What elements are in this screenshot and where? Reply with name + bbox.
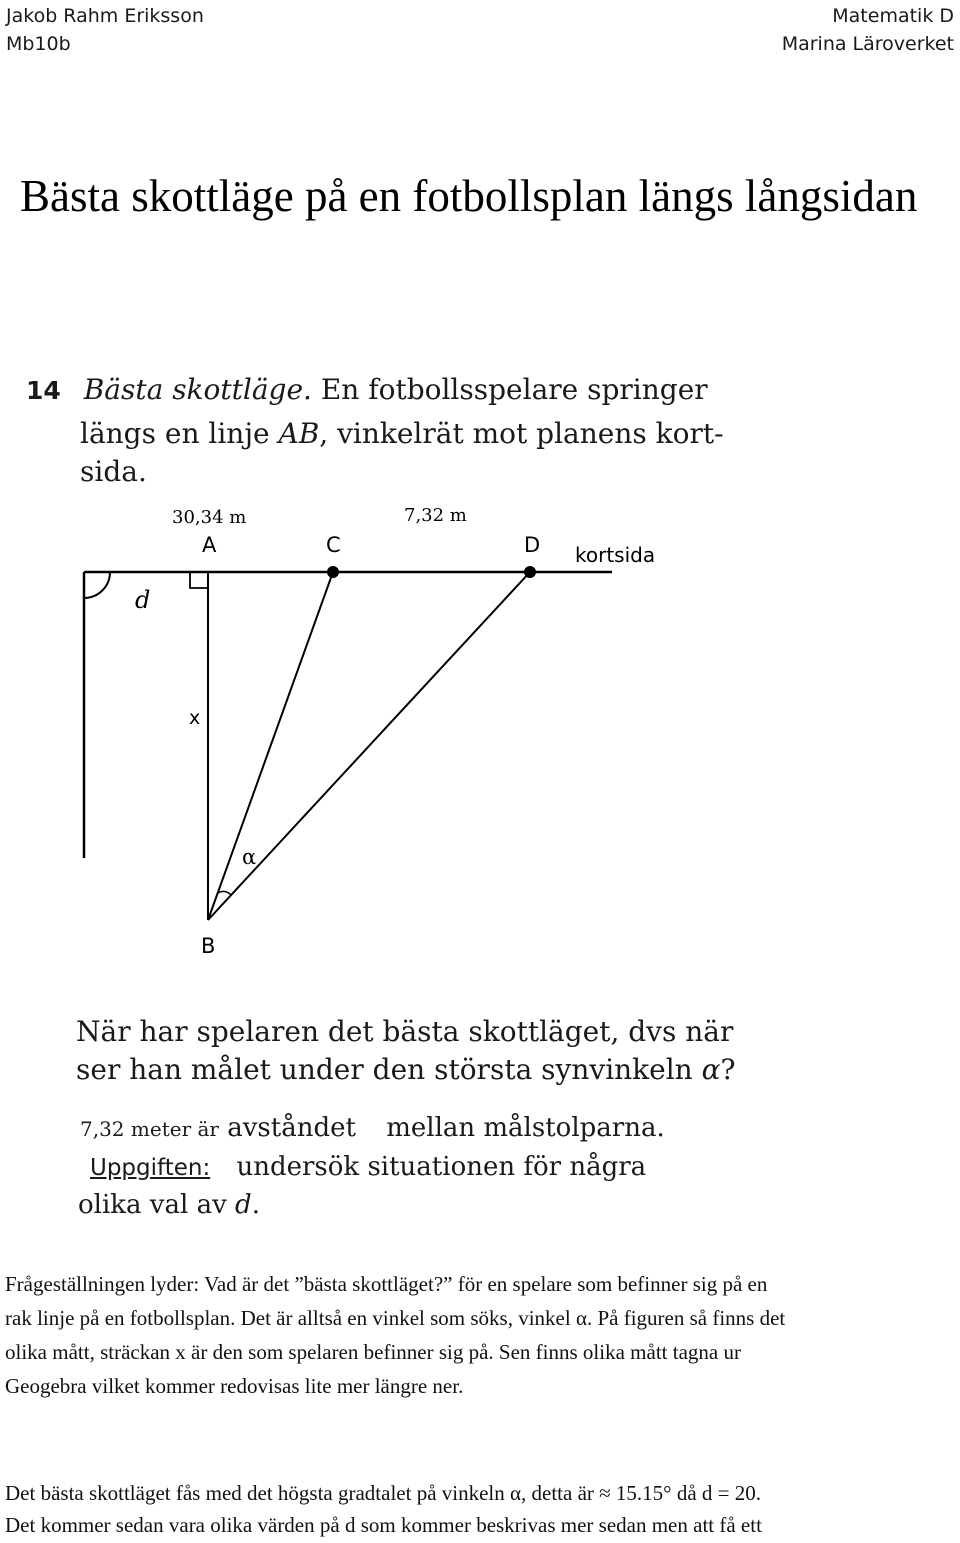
problem-intro-line1 bbox=[26, 370, 708, 411]
label-alpha: α bbox=[242, 845, 257, 869]
intro-line2-part-a: längs en linje bbox=[80, 417, 279, 450]
label-kortsida: kortsida bbox=[575, 543, 656, 567]
intro-line2-ab: AB bbox=[278, 417, 320, 450]
paragraph-1-line2: rak linje på en fotbollsplan. Det är alltså en vinkel som söks, vinkel α. På figuren så finns det bbox=[5, 1306, 786, 1330]
question-line2 bbox=[76, 1050, 736, 1090]
label-d: D bbox=[524, 533, 541, 557]
header-left bbox=[6, 2, 204, 58]
dist-ac-label: 30,34 m bbox=[172, 507, 247, 528]
class-name: Mb10b bbox=[6, 33, 71, 55]
goalpost-c bbox=[327, 566, 339, 578]
school-name: Marina Läroverket bbox=[781, 33, 954, 55]
label-d-variable: d bbox=[135, 586, 151, 614]
problem-heading: Bästa skottläge. bbox=[83, 373, 312, 406]
paragraph-1-line4: Geogebra vilket kommer redovisas lite mer längre ner. bbox=[5, 1374, 464, 1398]
problem-intro-line2 bbox=[80, 414, 724, 454]
right-angle-marker bbox=[190, 572, 208, 588]
line-bc bbox=[208, 572, 333, 920]
question-mark: ? bbox=[720, 1053, 736, 1086]
paragraph-1-line1: Frågeställningen lyder: Vad är det ”bästa skottläget?” för en spelare som befinner sig på en bbox=[5, 1272, 768, 1296]
label-x: x bbox=[189, 707, 201, 729]
note-line2 bbox=[90, 1147, 646, 1188]
problem-number: 14 bbox=[26, 376, 61, 405]
task-label: Uppgiften: bbox=[90, 1155, 211, 1181]
question-line2-text: ser han målet under den största synvinkeln bbox=[76, 1053, 702, 1086]
author-name: Jakob Rahm Eriksson bbox=[6, 5, 204, 27]
label-a: A bbox=[202, 533, 217, 557]
problem-intro-line3: sida. bbox=[80, 455, 147, 488]
paragraph-2-line1: Det bästa skottläget fås med det högsta gradtalet på vinkeln α, detta är ≈ 15.15° då d = 20. bbox=[5, 1481, 761, 1505]
alpha-arc bbox=[218, 891, 231, 895]
note-line3-period: . bbox=[251, 1190, 260, 1220]
label-c: C bbox=[326, 533, 341, 557]
note-line1 bbox=[80, 1108, 665, 1149]
note-line3-text: olika val av bbox=[78, 1190, 236, 1220]
problem-figure bbox=[60, 490, 700, 970]
question-line1: När har spelaren det bästa skottläget, dvs när bbox=[76, 1015, 734, 1048]
note-line1-part-b: avståndet bbox=[227, 1113, 356, 1143]
header-right bbox=[782, 2, 954, 58]
course-name: Matematik D bbox=[832, 5, 954, 27]
goalpost-d bbox=[524, 566, 536, 578]
note-line3-d: d bbox=[235, 1190, 252, 1220]
question-alpha: α bbox=[701, 1053, 721, 1086]
note-line1-part-c: mellan målstolparna. bbox=[386, 1113, 665, 1143]
note-line1-part-a: 7,32 meter är bbox=[80, 1117, 219, 1141]
task-text: undersök situationen för några bbox=[236, 1152, 647, 1182]
label-b: B bbox=[201, 934, 216, 958]
paragraph-1-line3: olika mått, sträckan x är den som spelaren befinner sig på. Sen finns olika mått tagna ur bbox=[5, 1340, 741, 1364]
dist-cd-label: 7,32 m bbox=[404, 505, 467, 526]
page-title: Bästa skottläge på en fotbollsplan längs långsidan bbox=[20, 171, 918, 221]
note-line3 bbox=[78, 1185, 260, 1225]
line-bd bbox=[208, 572, 530, 920]
corner-arc bbox=[84, 572, 110, 598]
paragraph-2-line2: Det kommer sedan vara olika värden på d som kommer beskrivas mer sedan men att få ett bbox=[5, 1513, 762, 1537]
problem-intro-text: En fotbollsspelare springer bbox=[320, 373, 708, 406]
intro-line2-part-b: , vinkelrät mot planens kort- bbox=[319, 417, 724, 450]
